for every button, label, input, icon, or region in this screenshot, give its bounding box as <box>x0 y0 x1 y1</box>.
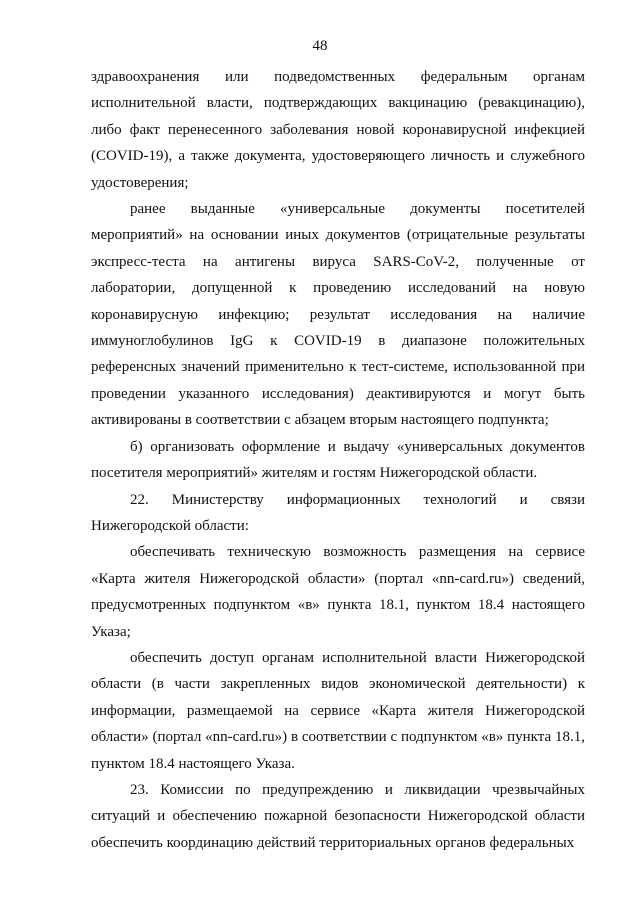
document-body <box>91 64 585 856</box>
paragraph-vaccination-documents: здравоохранения или подведомственных федеральным органам исполнительной власти, подтверждающих вакцинацию (ревакцинацию), либо факт перенесенного заболевания новой коронавирусной инфекцией (COVID-19), а также документа, удостоверяющего личность и служебного удостоверения; <box>91 69 585 191</box>
page-number: 48 <box>312 38 328 54</box>
paragraph-item-23: 23. Комиссии по предупреждению и ликвидации чрезвычайных ситуаций и обеспечению пожарной безопасности Нижегородской области обеспечить координацию действий территориальных органов федеральных <box>91 781 585 851</box>
paragraph-subitem-b: б) организовать оформление и выдачу «универсальных документов посетителя мероприятий» жителям и гостям Нижегородской области. <box>91 438 585 482</box>
paragraph-access-to-information: обеспечить доступ органам исполнительной власти Нижегородской области (в части закрепленных видов экономической деятельности) к информации, размещаемой на сервисе «Карта жителя Нижегородской области» (портал «nn-card.ru») в соответствии с подпунктом «в» пункта 18.1, пунктом 18.4 настоящего Указа. <box>91 649 585 772</box>
paragraph-item-22: 22. Министерству информационных технологий и связи Нижегородской области: <box>91 491 585 534</box>
paragraph-technical-capability: обеспечивать техническую возможность размещения на сервисе «Карта жителя Нижегородской области» (портал «nn-card.ru») сведений, предусмотренных подпунктом «в» пункта 18.1, пунктом 18.4 настоящего Указа; <box>91 544 585 640</box>
paragraph-previously-issued-documents: ранее выданные «универсальные документы посетителей мероприятий» на основании иных документов (отрицательные результаты экспресс-теста на антигены вируса SARS-CoV-2, полученные от лаборатории, допущенной к проведению исследований на новую коронавирусную инфекцию; результат исследования на наличие иммуноглобулинов IgG к COVID-19 в диапазоне положительных референсных значений применительно к тест-системе, использованной при проведении указанного исследования) деактивируются и могут быть активированы в соответствии с абзацем вторым настоящего подпункта; <box>91 201 585 429</box>
